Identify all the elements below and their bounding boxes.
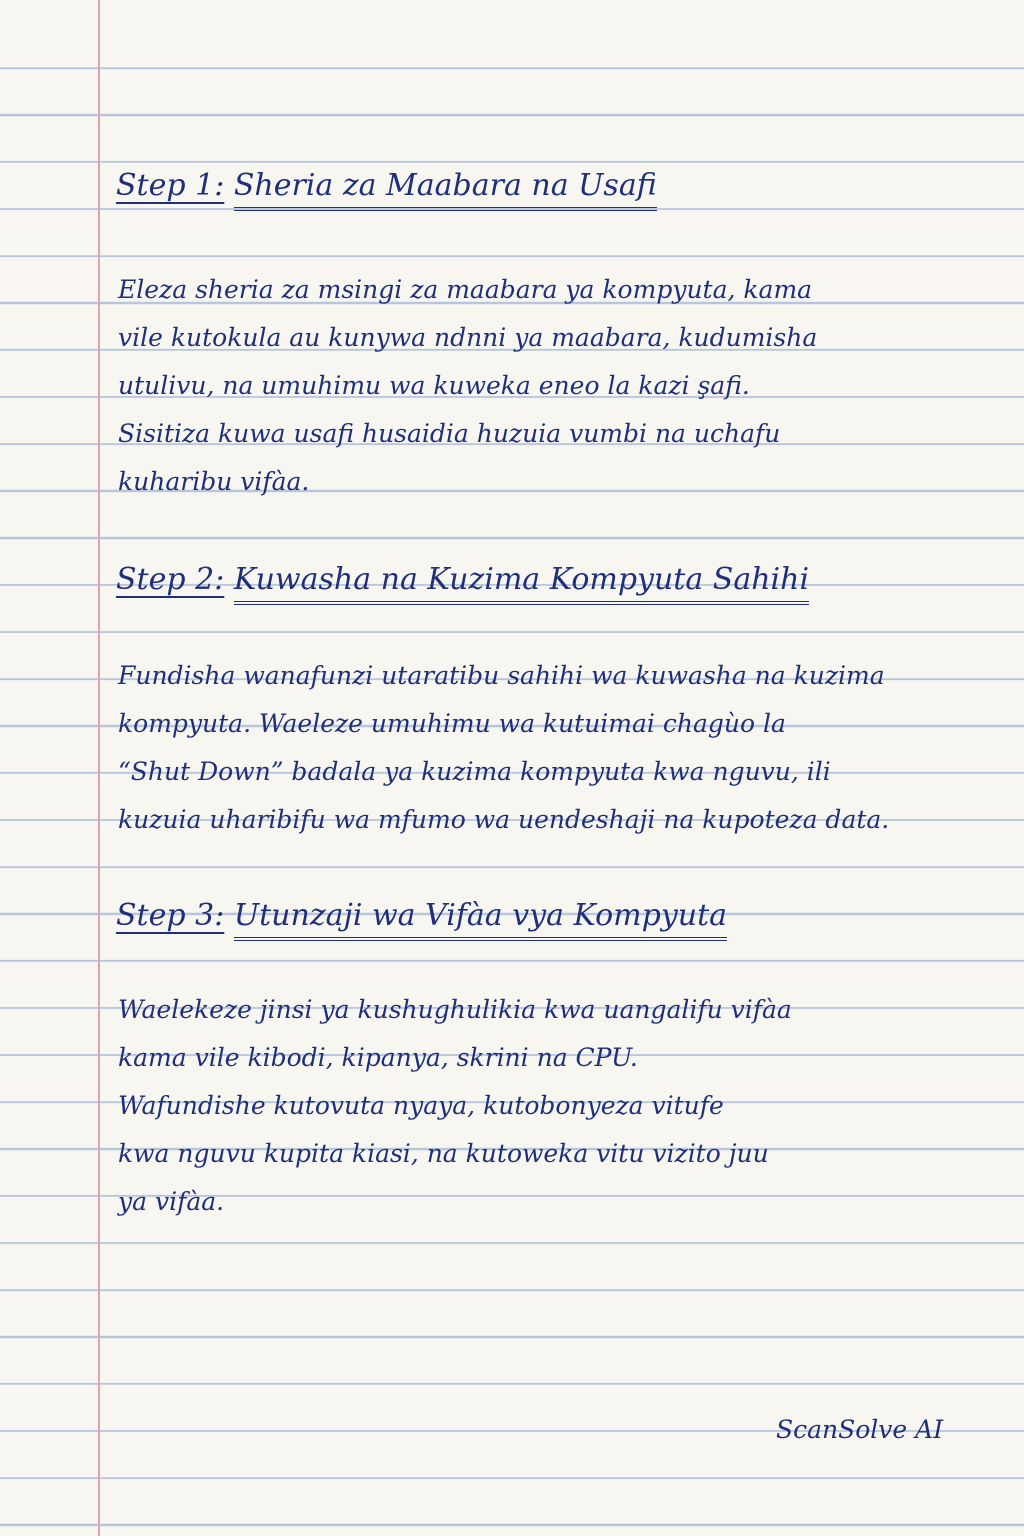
step-3-title: Utunzaji wa Vifàa vya Kompyuta — [234, 898, 727, 941]
step-2-body — [118, 652, 978, 844]
step-1-body — [118, 266, 978, 506]
step-2-prefix: Step 2: — [116, 562, 225, 597]
step-3-prefix: Step 3: — [116, 898, 225, 933]
step-1-line: vile kutokula au kunywa ndnni ya maabara, kudumisha — [118, 323, 818, 352]
step-1-line: utulivu, na umuhimu wa kuweka eneo la kazi şafi. — [118, 371, 750, 400]
footer-watermark: ScanSolve AI — [776, 1415, 944, 1444]
step-2-line: kompyuta. Waeleze umuhimu wa kutuimai chagùo la — [118, 709, 786, 738]
step-1-title: Sheria za Maabara na Usafi — [234, 168, 657, 211]
step-1-line: Eleza sheria za msingi za maabara ya kompyuta, kama — [118, 275, 813, 304]
step-3-line: kwa nguvu kupita kiasi, na kutoweka vitu vizito juu — [118, 1139, 769, 1168]
step-1-heading — [116, 166, 657, 206]
step-1-line: Sisitiza kuwa usafi husaidia huzuia vumbi na uchafu — [118, 419, 781, 448]
step-2-line: Fundisha wanafunzi utaratibu sahihi wa kuwasha na kuzima — [118, 661, 885, 690]
margin-line — [98, 0, 100, 1536]
step-2-line: kuzuia uharibifu wa mfumo wa uendeshaji na kupoteza data. — [118, 805, 890, 834]
step-3-line: Waelekeze jinsi ya kushughulikia kwa uangalifu vifàa — [118, 995, 792, 1024]
step-2-title: Kuwasha na Kuzima Kompyuta Sahihi — [234, 562, 809, 605]
step-2-line: “Shut Down” badala ya kuzima kompyuta kwa nguvu, ili — [118, 757, 831, 786]
step-3-line: Wafundishe kutovuta nyaya, kutobonyeza vitufe — [118, 1091, 724, 1120]
step-1-prefix: Step 1: — [116, 168, 225, 203]
step-3-line: kama vile kibodi, kipanya, skrini na CPU. — [118, 1043, 638, 1072]
step-3-heading — [116, 896, 727, 936]
step-1-line: kuharibu vifàa. — [118, 467, 310, 496]
step-3-body — [118, 986, 978, 1226]
step-2-heading — [116, 560, 809, 600]
step-3-line: ya vifàa. — [118, 1187, 225, 1216]
